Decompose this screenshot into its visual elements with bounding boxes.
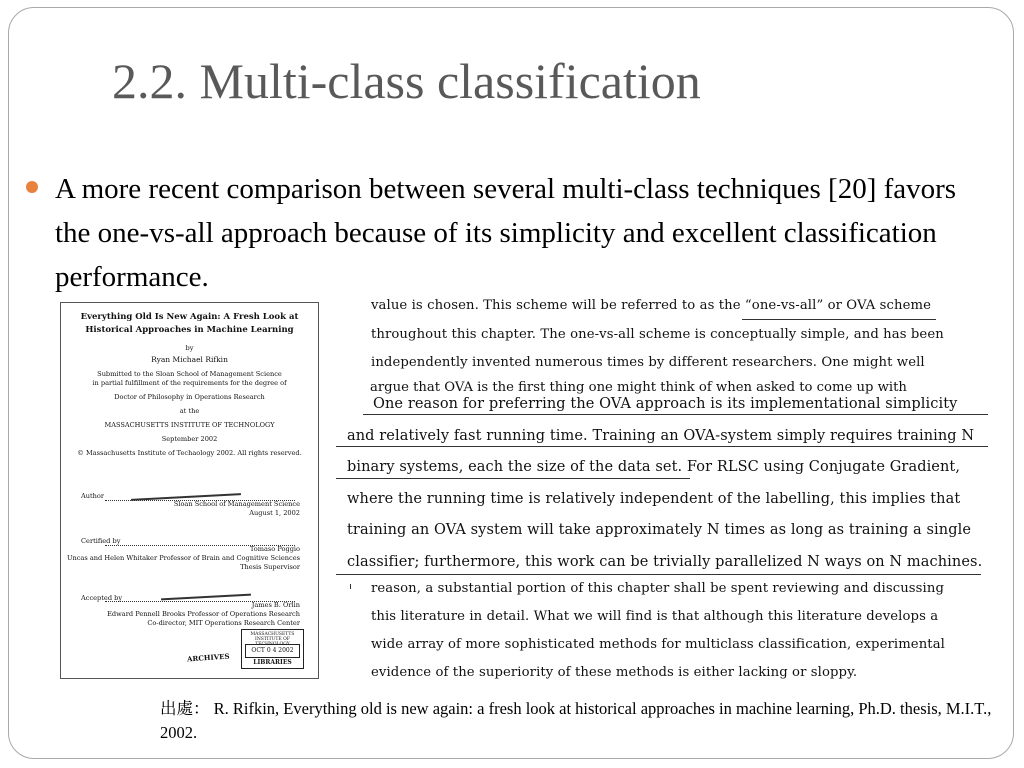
excerpt-mid-line: classifier; furthermore, this work can be trivially parallelized N ways on N machines. <box>347 554 983 570</box>
stamp-top: MASSACHUSETTS INSTITUTE OF TECHNOLOGY <box>250 632 295 647</box>
bullet-marker <box>26 181 38 193</box>
excerpt-mid-line: training an OVA system will take approximately N times as long as training a single <box>347 522 972 538</box>
thesis-degree: Doctor of Philosophy in Operations Research <box>114 393 265 401</box>
author-date: August 1, 2002 <box>249 509 300 517</box>
certified-label: Certified by <box>81 537 121 545</box>
excerpt-cut-line <box>370 380 935 395</box>
library-stamp <box>241 629 304 669</box>
thesis-by: by <box>185 344 194 352</box>
acceptor-title-2: Co-director, MIT Operations Research Center <box>147 619 300 627</box>
thesis-date: September 2002 <box>161 435 218 443</box>
excerpt-bottom-line: evidence of the superiority of these methods is either lacking or sloppy. <box>371 665 858 680</box>
source-text: R. Rifkin, Everything old is new again: a fresh look at historical approaches in machine learning, Ph.D. thesis, M.I.T., 2002. <box>160 699 992 742</box>
fragment-border <box>336 446 988 447</box>
stamp-date: OCT 0 4 2002 <box>245 644 300 658</box>
excerpt-cut-text: argue that OVA is the first thing one might think of when asked to come up with <box>370 380 907 395</box>
certifier-title-1: Uncas and Helen Whitaker Professor of Brain and Cognitive Sciences <box>66 554 300 562</box>
excerpt-top-line: value is chosen. This scheme will be referred to as the “one-vs-all” or OVA scheme <box>371 298 931 313</box>
stamp-bottom: LIBRARIES <box>253 659 292 666</box>
excerpt-top-line: throughout this chapter. The one-vs-all scheme is conceptually simple, and has been <box>371 327 944 342</box>
accepted-label: Accepted by <box>81 594 123 602</box>
excerpt-mid-line: binary systems, each the size of the data set. For RLSC using Conjugate Gradient, <box>347 459 961 475</box>
certifier-title-2: Thesis Supervisor <box>240 563 300 571</box>
excerpt-bottom-line: this literature in detail. What we will find is that although this literature develops a <box>371 609 939 624</box>
fragment-border <box>350 584 351 589</box>
thesis-title-page <box>60 302 319 679</box>
thesis-copyright: © Massachusetts Institute of Techaology 2002. All rights reserved. <box>77 449 302 457</box>
excerpt-bottom-line: wide array of more sophisticated methods for multiclass classification, experimental <box>371 637 945 652</box>
fragment-border <box>336 574 981 575</box>
fragment-border <box>336 478 690 479</box>
thesis-submitted-1: Submitted to the Sloan School of Management Science <box>97 370 282 378</box>
excerpt-mid-line: One reason for preferring the OVA approach is its implementational simplicity <box>373 396 958 412</box>
source-caption <box>160 697 1010 745</box>
excerpt-top-line: independently invented numerous times by different researchers. One might well <box>371 355 925 370</box>
thesis-title: Everything Old Is New Again: A Fresh Look at Historical Approaches in Machine Learning <box>80 312 299 335</box>
bullet-text: A more recent comparison between several multi-class techniques [20] favors the one-vs-all approach because of its simplicity and excellent classification performance. <box>55 173 957 293</box>
fragment-border <box>742 319 936 320</box>
slide-title: 2.2. Multi-class classification <box>112 53 701 109</box>
certifier-name: Tomaso Poggio <box>249 545 300 553</box>
source-label: 出處： <box>160 699 210 718</box>
thesis-author: Ryan Michael Rifkin <box>151 355 228 364</box>
thesis-institute: MASSACHUSETTS INSTITUTE OF TECHNOLOGY <box>104 421 275 429</box>
excerpt-mid-line: where the running time is relatively independent of the labelling, this implies that <box>347 491 961 507</box>
thesis-at: at the <box>179 407 200 415</box>
author-dept: Sloan School of Management Science <box>173 500 300 508</box>
excerpt-mid-line: and relatively fast running time. Training an OVA-system simply requires training N <box>347 428 975 444</box>
author-signature-label: Author <box>81 492 105 500</box>
fragment-border <box>363 414 988 415</box>
acceptor-title-1: Edward Pennell Brooks Professor of Operations Research <box>107 610 300 618</box>
excerpt-bottom-line: reason, a substantial portion of this chapter shall be spent reviewing and discussing <box>371 581 944 596</box>
thesis-submitted-2: in partial fulfillment of the requirements for the degree of <box>92 379 287 387</box>
acceptor-name: James B. Orlin <box>251 601 300 609</box>
archives-stamp: ARCHIVES <box>186 651 230 664</box>
